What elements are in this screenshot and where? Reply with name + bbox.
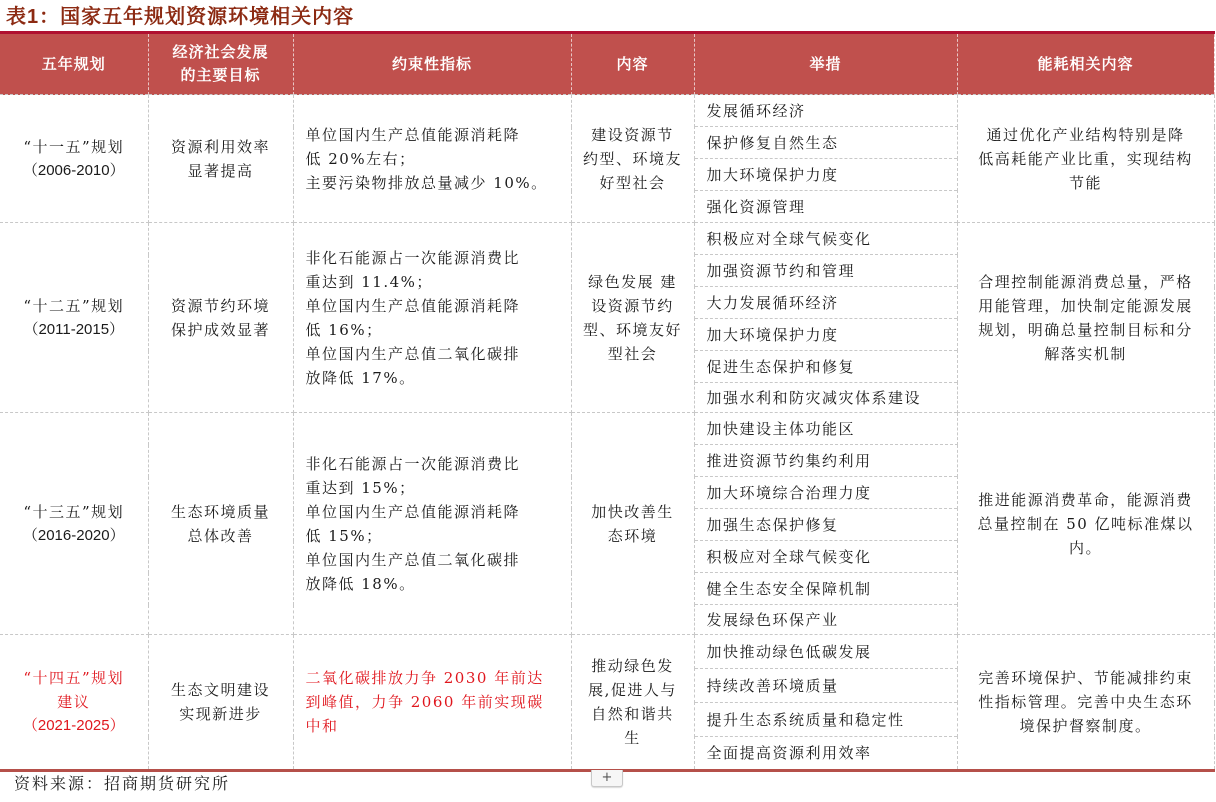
measure-item: 持续改善环境质量 [694, 669, 957, 703]
measure-item: 加强水利和防灾减灾体系建设 [694, 383, 957, 413]
measure-item: 推进资源节约集约利用 [694, 445, 957, 477]
goal-cell: 生态文明建设 实现新进步 [148, 635, 293, 771]
table-row-13th-plan [0, 413, 1214, 445]
plan-cell: “十二五”规划 （2011-2015） [0, 223, 148, 413]
measure-item: 发展绿色环保产业 [694, 605, 957, 635]
measure-item: 积极应对全球气候变化 [694, 541, 957, 573]
plan-cell: “十四五”规划 建议 （2021-2025） [0, 635, 148, 771]
header-indicators: 约束性指标 [293, 33, 571, 95]
measure-item: 加大环境综合治理力度 [694, 477, 957, 509]
header-energy: 能耗相关内容 [957, 33, 1214, 95]
table-row-14th-plan [0, 635, 1214, 669]
header-plan: 五年规划 [0, 33, 148, 95]
measure-item: 加大环境保护力度 [694, 319, 957, 351]
measure-item: 加强资源节约和管理 [694, 255, 957, 287]
measure-item: 积极应对全球气候变化 [694, 223, 957, 255]
table-row-11th-plan [0, 95, 1214, 127]
measure-item: 强化资源管理 [694, 191, 957, 223]
measure-item: 加大环境保护力度 [694, 159, 957, 191]
content-cell: 绿色发展 建 设资源节约 型、环境友好 型社会 [571, 223, 694, 413]
goal-cell: 资源节约环境 保护成效显著 [148, 223, 293, 413]
energy-cell: 合理控制能源消费总量，严格 用能管理，加快制定能源发展 规划，明确总量控制目标和分 解落实机制 [957, 223, 1214, 413]
goal-cell: 资源利用效率 显著提高 [148, 95, 293, 223]
plans-table-container [0, 31, 1214, 772]
measure-item: 发展循环经济 [694, 95, 957, 127]
header-content: 内容 [571, 33, 694, 95]
indicators-cell: 单位国内生产总值能源消耗降 低 20%左右； 主要污染物排放总量减少 10%。 [293, 95, 571, 223]
measure-item: 健全生态安全保障机制 [694, 573, 957, 605]
header-measures: 举措 [694, 33, 957, 95]
goal-cell: 生态环境质量 总体改善 [148, 413, 293, 635]
title-text: ：国家五年规划资源环境相关内容 [39, 4, 355, 28]
measure-item: 保护修复自然生态 [694, 127, 957, 159]
measure-item: 加快建设主体功能区 [694, 413, 957, 445]
title-prefix: 表 [6, 4, 27, 28]
table-title [6, 2, 354, 30]
title-number: 1 [27, 6, 40, 28]
indicators-cell: 非化石能源占一次能源消费比 重达到 11.4%； 单位国内生产总值能源消耗降 低 16%； 单位国内生产总值二氧化碳排 放降低 17%。 [293, 223, 571, 413]
source-note: 资料来源：招商期货研究所 [14, 774, 231, 793]
measure-item: 加快推动绿色低碳发展 [694, 635, 957, 669]
measure-item: 大力发展循环经济 [694, 287, 957, 319]
indicators-cell: 非化石能源占一次能源消费比 重达到 15%； 单位国内生产总值能源消耗降 低 15%； 单位国内生产总值二氧化碳排 放降低 18%。 [293, 413, 571, 635]
plan-cell: “十三五”规划 （2016-2020） [0, 413, 148, 635]
table-row-12th-plan [0, 223, 1214, 255]
plan-cell: “十一五”规划 （2006-2010） [0, 95, 148, 223]
measure-item: 促进生态保护和修复 [694, 351, 957, 383]
energy-cell: 完善环境保护、节能减排约束 性指标管理。完善中央生态环 境保护督察制度。 [957, 635, 1214, 771]
measure-item: 提升生态系统质量和稳定性 [694, 703, 957, 737]
energy-cell: 通过优化产业结构特别是降 低高耗能产业比重，实现结构 节能 [957, 95, 1214, 223]
add-button[interactable]: + [591, 770, 623, 787]
content-cell: 加快改善生 态环境 [571, 413, 694, 635]
header-goal: 经济社会发展 的主要目标 [148, 33, 293, 95]
table-header-row [0, 33, 1214, 95]
plans-table [0, 31, 1215, 772]
measure-item: 全面提高资源利用效率 [694, 737, 957, 771]
measure-item: 加强生态保护修复 [694, 509, 957, 541]
content-cell: 建设资源节 约型、环境友 好型社会 [571, 95, 694, 223]
energy-cell: 推进能源消费革命，能源消费 总量控制在 50 亿吨标准煤以 内。 [957, 413, 1214, 635]
indicators-cell: 二氧化碳排放力争 2030 年前达 到峰值，力争 2060 年前实现碳 中和 [293, 635, 571, 771]
content-cell: 推动绿色发 展,促进人与 自然和谐共 生 [571, 635, 694, 771]
